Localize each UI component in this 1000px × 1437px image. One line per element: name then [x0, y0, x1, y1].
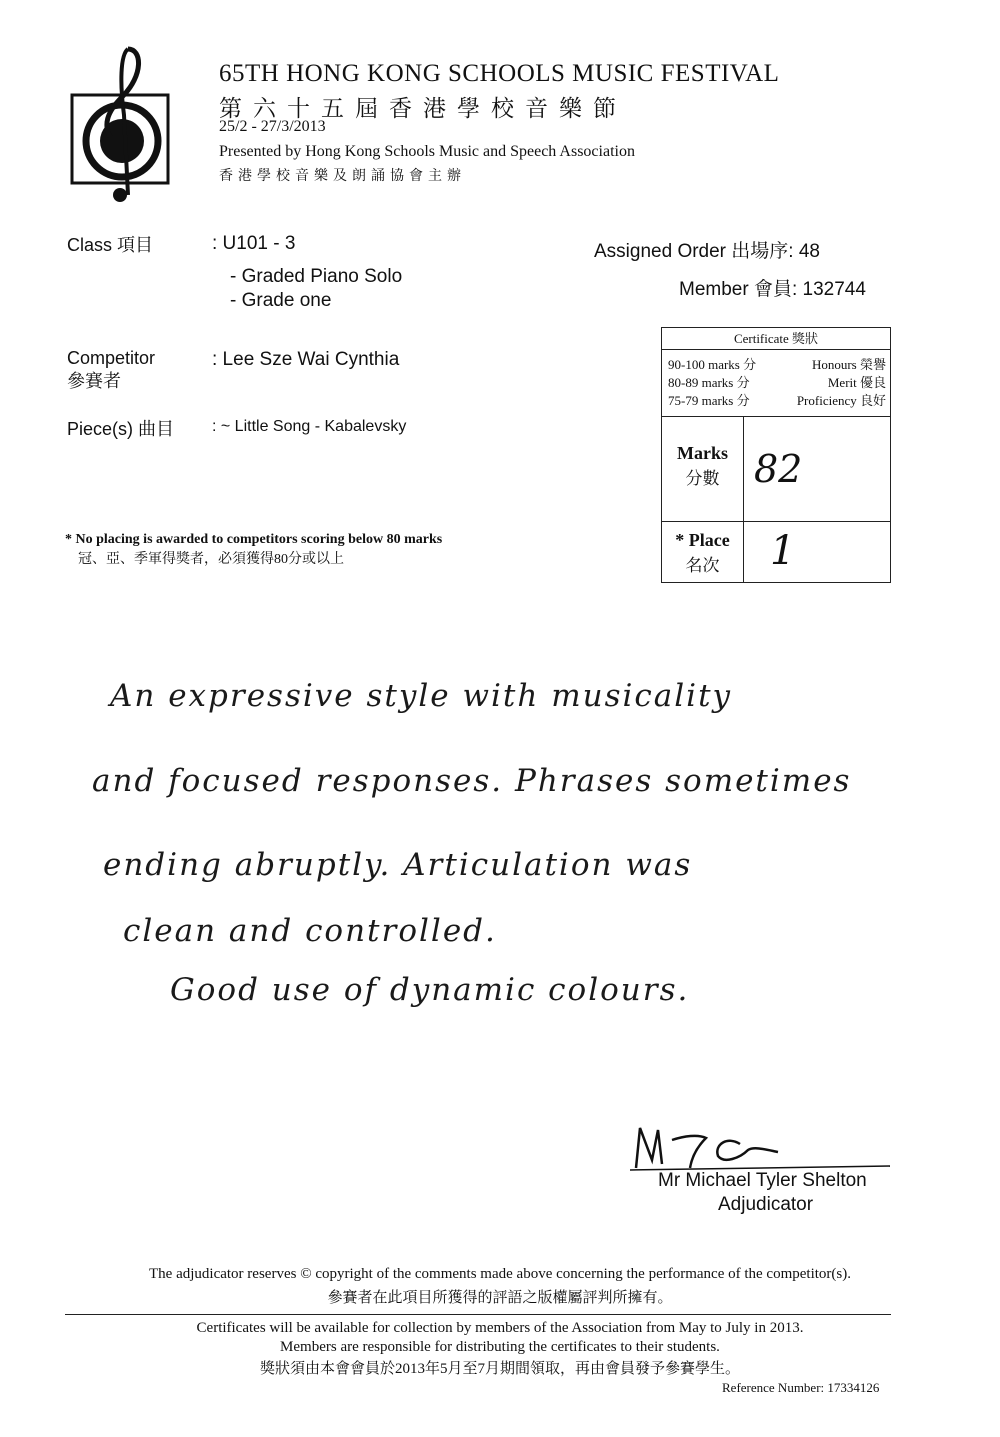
placing-notice-en: * No placing is awarded to competitors scoring below 80 marks [65, 532, 443, 547]
festival-title-zh: 第六十五屆香港學校音樂節 [219, 96, 627, 121]
collection-notice: Certificates will be available for collection by members of the Association from May to July in 2013. [196, 1320, 804, 1336]
marks-cell [662, 416, 890, 521]
festival-dates: 25/2 - 27/3/2013 [219, 118, 326, 135]
comment-line: Good use of dynamic colours. [170, 972, 690, 1008]
cell-divider [743, 522, 744, 583]
marks-label-zh: 分數 [685, 469, 720, 488]
class-description: - Graded Piano Solo [230, 266, 403, 287]
comment-line: clean and controlled. [123, 913, 497, 949]
copyright-notice: The adjudicator reserves © copyright of the comments made above concerning the performance of the competitor(s). [149, 1266, 851, 1282]
class-grade: - Grade one [230, 290, 332, 311]
distribution-notice: Members are responsible for distributing the certificates to their students. [280, 1339, 720, 1355]
certificate-row [668, 372, 886, 389]
placing-notice-zh: 冠、亞、季軍得獎者，必須獲得80分或以上 [78, 552, 344, 567]
adjudicator-role: Adjudicator [718, 1194, 814, 1215]
footer-divider [65, 1314, 891, 1315]
collection-notice-zh: 獎狀須由本會會員於2013年5月至7月期間領取，再由會員發予參賽學生。 [259, 1361, 740, 1377]
certificate-range: 90-100 marks 分 [668, 357, 757, 372]
competitor-label-en: Competitor [67, 348, 156, 368]
place-cell [662, 521, 890, 583]
copyright-notice-zh: 參賽者在此項目所獲得的評語之版權屬評判所擁有。 [327, 1290, 673, 1306]
comment-line: and focused responses. Phrases sometimes [92, 763, 852, 799]
certificate-award: Proficiency 良好 [796, 393, 886, 408]
assigned-order: Assigned Order 出場序: 48 [594, 241, 820, 262]
comment-line: An expressive style with musicality [110, 678, 733, 714]
class-label: Class 項目 [67, 235, 154, 255]
marks-value: 82 [754, 447, 803, 491]
certificate-box [661, 327, 891, 583]
place-label [662, 530, 743, 576]
member-number: Member 會員: 132744 [679, 279, 866, 300]
adjudicator-signature [628, 1120, 893, 1175]
piece-value: : ~ Little Song - Kabalevsky [212, 418, 407, 435]
certificate-row [668, 354, 886, 371]
place-label-en: * Place [675, 530, 730, 550]
cell-divider [743, 417, 744, 521]
festival-presenter-zh: 香港學校音樂及朗誦協會主辦 [219, 169, 466, 184]
treble-clef-logo [70, 45, 170, 205]
place-value: 1 [770, 528, 796, 574]
festival-presenter: Presented by Hong Kong Schools Music and Speech Association [219, 143, 635, 160]
marks-label [662, 443, 743, 489]
competitor-name: : Lee Sze Wai Cynthia [212, 349, 400, 370]
certificate-range: 75-79 marks 分 [668, 393, 750, 408]
certificate-title: Certificate 獎狀 [662, 328, 890, 350]
comment-line: ending abruptly. Articulation was [103, 847, 693, 883]
certificate-award: Merit 優良 [827, 375, 886, 390]
certificate-range: 80-89 marks 分 [668, 375, 750, 390]
reference-number: Reference Number: 17334126 [722, 1380, 880, 1395]
competitor-label-zh: 參賽者 [67, 371, 121, 391]
class-value: : U101 - 3 [212, 233, 296, 254]
piece-label: Piece(s) 曲目 [67, 419, 175, 439]
adjudicator-name: Mr Michael Tyler Shelton [658, 1170, 867, 1191]
competitor-label [67, 347, 155, 393]
place-label-zh: 名次 [685, 556, 720, 575]
certificate-row [668, 390, 886, 407]
festival-title: 65TH HONG KONG SCHOOLS MUSIC FESTIVAL [219, 60, 780, 87]
marks-label-en: Marks [677, 443, 728, 463]
certificate-award: Honours 榮譽 [811, 357, 886, 372]
placing-notice [65, 532, 442, 568]
